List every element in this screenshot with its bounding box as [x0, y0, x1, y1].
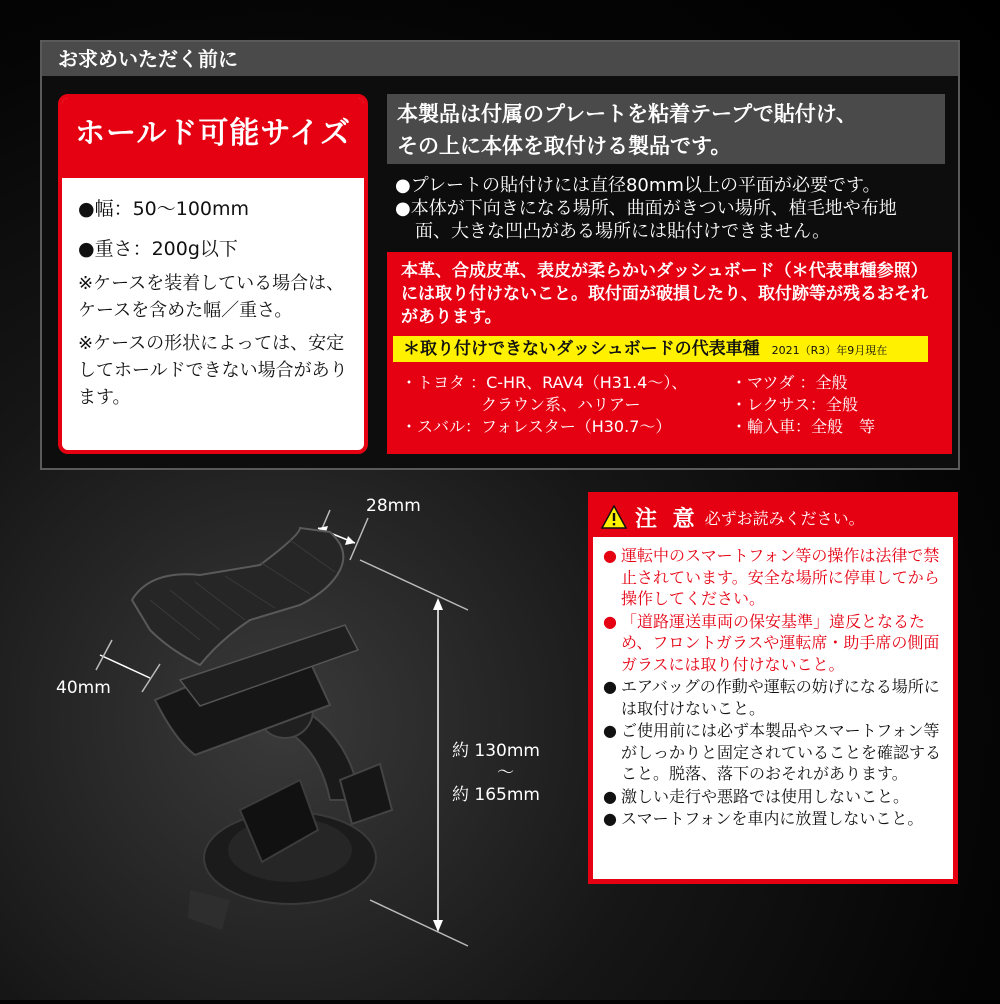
install-bullet-plate: ●プレートの貼付けには直径80mm以上の平面が必要です。 [395, 175, 881, 196]
caution-item-text: エアバッグの作動や運転の妨げになる場所には取付けないこと。 [621, 677, 940, 718]
caution-item: ● ご使用前には必ず本製品やスマートフォン等がしっかりと固定されていることを確認すること。脱落、落下のおそれがあります。 [603, 721, 942, 783]
hold-size-box [58, 94, 368, 454]
dim-40-line [100, 655, 150, 678]
car-item: クラウン系、ハリアー [401, 395, 641, 414]
product-photo-area [0, 480, 580, 1000]
dim-depth-label: 28mm [366, 496, 421, 516]
caution-item-text: ご使用前には必ず本製品やスマートフォン等がしっかりと固定されていることを確認すること。脱落、落下のおそれがあります。 [621, 721, 942, 783]
caution-box [588, 492, 958, 884]
caution-item: ● 激しい走行や悪路では使用しないこと。 [603, 786, 910, 806]
caution-title: 注 意 [635, 506, 699, 532]
car-list-right [731, 372, 931, 438]
hold-note-shape: ※ケースの形状によっては、安定してホールドできない場合があります。 [78, 333, 348, 408]
dim-height-max-label: 約 165mm [452, 785, 540, 805]
dashboard-warning-box [387, 252, 952, 454]
panel-header: お求めいただく前に [42, 42, 958, 76]
warning-triangle-icon [601, 505, 627, 529]
caution-item: ● 「道路運送車両の保安基準」違反となるため、フロントガラスや運転席・助手席の側面ガラスには取り付けないこと。 [603, 611, 940, 674]
car-item: ・輸入車：全般 等 [731, 417, 876, 436]
car-list-heading [393, 336, 928, 362]
hold-weight: ●重さ：200g以下 [78, 238, 238, 260]
pre-purchase-panel [40, 40, 960, 470]
caution-header [593, 497, 953, 537]
car-item: ・マツダ ：全般 [731, 373, 848, 392]
install-bullets [395, 174, 955, 243]
caution-subtitle: 必ずお読みください。 [704, 508, 865, 528]
caution-item-text: スマートフォンを車内に放置しないこと。 [621, 809, 924, 828]
car-item: ・レクサス：全般 [731, 395, 859, 414]
car-list-title: ＊取り付けできないダッシュボードの代表車種 [403, 339, 760, 359]
install-bullet-surface: ●本体が下向きになる場所、曲面がきつい場所、植毛地や布地 [395, 198, 897, 219]
install-line-1: 本製品は付属のプレートを粘着テープで貼付け、 [397, 102, 857, 126]
install-line-2: その上に本体を取付ける製品です。 [397, 134, 732, 158]
dim-width-label: 40mm [56, 678, 111, 698]
dim-height-min-label: 約 130mm [452, 741, 540, 761]
install-summary [387, 94, 945, 164]
base-tab [188, 890, 230, 930]
hold-width: ●幅：50〜100mm [78, 198, 250, 220]
hold-note-case: ※ケースを装着している場合は、ケースを含めた幅／重さ。 [78, 273, 345, 321]
caution-item-text: 「道路運送車両の保安基準」違反となるため、フロントガラスや運転席・助手席の側面ガラスには取り付けないこと。 [621, 611, 940, 674]
car-item: ・スバル：フォレスター（H30.7〜） [401, 417, 672, 436]
dashboard-warning-text: 本革、合成皮革、表皮が柔らかいダッシュボード（＊代表車種参照）には取り付けないこと。取付面が破損したり、取付跡等が残るおそれがあります。 [401, 261, 928, 327]
car-list-date: 2021（R3）年9月現在 [771, 344, 888, 357]
caution-item-text: 激しい走行や悪路では使用しないこと。 [621, 786, 910, 806]
install-bullet-surface-cont: 面、大きな凹凸がある場所には貼付けできません。 [415, 221, 831, 242]
car-item: ・トヨタ ：C-HR、RAV4（H31.4〜）、 [401, 373, 688, 392]
car-list-left [401, 372, 731, 438]
caution-item: ● エアバッグの作動や運転の妨げになる場所には取付けないこと。 [603, 677, 940, 718]
caution-list [593, 537, 953, 830]
caution-item-text: 運転中のスマートフォン等の操作は法律で禁止されています。安全な場所に停車してから操作してください。 [621, 546, 940, 608]
caution-item: ● スマートフォンを車内に放置しないこと。 [603, 809, 924, 828]
dim-height-tilde: 〜 [497, 763, 514, 783]
hold-size-title: ホールド可能サイズ [62, 98, 364, 178]
caution-item: ● 運転中のスマートフォン等の操作は法律で禁止されています。安全な場所に停車してから操作してください。 [603, 546, 940, 608]
